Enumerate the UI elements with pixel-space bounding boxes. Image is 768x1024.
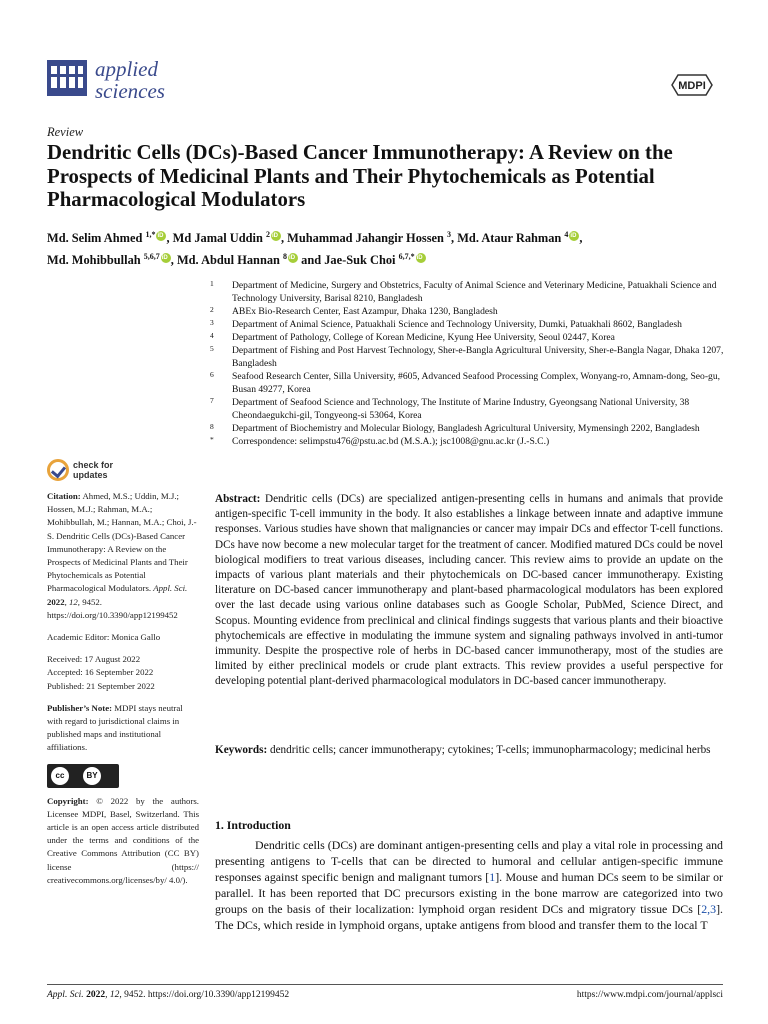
affiliation-text: Department of Medicine, Surgery and Obstetrics, Faculty of Animal Science and Veterinary Medicine, Patuakhali Science and Technology University, Barisal 8210, Bangladesh [232,280,717,304]
author-affiliation-marker: 4 [564,230,569,239]
check-updates-icon [47,459,69,481]
affiliation-number: 7 [210,396,214,405]
author-name: Md. Ataur Rahman [457,231,562,246]
affiliation-number: 6 [210,370,214,379]
cc-icon: cc [51,767,69,785]
keywords: Keywords: dendritic cells; cancer immunotherapy; cytokines; T-cells; immunopharmacology; medicinal herbs [215,744,711,756]
introduction-paragraph: Dendritic cells (DCs) are dominant antigen-presenting cells and play a vital role in processing and presenting antigens to T-cells that can be directed to humoral and cellular antigen-specific immune responses against specific benign and malignant tumors [1]. Mouse and human DCs seem to be similar or parallel. It has been reported that DC precursors existing in the bone marrow are categorized into two groups on the basis of their localization: lymphoid organ resident DCs and migratory tissue DCs [2,3]. The DCs, which reside in lymphoid organs, uptake antigens from blood and transfer them to the local T [215,838,723,933]
affiliation-item [210,318,730,331]
svg-text:MDPI: MDPI [678,80,706,92]
journal-name: applied sciences [95,57,165,103]
author-separator: , [280,231,288,246]
affiliation-item [210,344,730,370]
author-affiliation-marker: 2 [265,230,270,239]
academic-editor: Academic Editor: Monica Gallo [47,632,161,643]
author-affiliation-marker: 1,* [145,230,156,239]
affiliation-text: Department of Fishing and Post Harvest Technology, Sher-e-Bangla Agricultural University, Sher-e-Bangla Nagar, Dhaka 1207, Bangladesh [232,345,724,369]
journal-logo-icon [47,60,87,96]
author-separator: , [170,252,177,267]
author-name: Md Jamal Uddin [172,231,263,246]
author-name: Muhammad Jahangir Hossen [287,231,444,246]
author-name: Jae-Suk Choi [324,252,396,267]
orcid-icon[interactable] [416,253,426,263]
affiliation-item [210,331,730,344]
orcid-icon[interactable] [288,253,298,263]
author-affiliation-marker: 5,6,7 [143,251,160,261]
affiliation-text: Department of Biochemistry and Molecular Biology, Bangladesh Agricultural University, Mymensingh 2202, Bangladesh [232,423,700,434]
author-name: Md. Mohibbullah [47,252,141,267]
affiliation-text: Correspondence: selimpstu476@pstu.ac.bd (M.S.A.); jsc1008@gnu.ac.kr (J.-S.C.) [232,436,550,447]
affiliation-text: Department of Seafood Science and Technology, The Institute of Marine Industry, Gyeongsang National University, 38 Cheondaegukchi-gil, Tongyeong-si 53064, Korea [232,397,690,421]
footer-doi-link[interactable]: , 9452. https://doi.org/10.3390/app12199452 [119,990,290,1000]
author-name: Md. Selim Ahmed [47,231,143,246]
author-affiliation-marker: 3 [447,230,452,239]
author-name: Md. Abdul Hannan [176,252,280,267]
citation-doi-link[interactable]: , 9452. https://doi.org/10.3390/app12199452 [47,596,178,620]
copyright: Copyright: © 2022 by the authors. Licensee MDPI, Basel, Switzerland. This article is an open access article distributed under the terms and conditions of the Creative Commons Attribution (CC BY) license (https:// creativecommons.org/licenses/by/ 4.0/). [47,795,200,885]
author-separator: , [166,231,173,246]
affiliation-item [210,305,730,318]
affiliation-text: Seafood Research Center, Silla University, #605, Advanced Seafood Processing Complex, Wonyang-ro, Amnam-dong, Seo-gu, Busan 49277, Korea [232,371,721,395]
author-separator: and [298,252,325,267]
article-title: Dendritic Cells (DCs)-Based Cancer Immunotherapy: A Review on the Prospects of Medicinal Plants and Their Phytochemicals as Potential Pharmacological Modulators [47,141,673,211]
affiliation-text: Department of Pathology, College of Korean Medicine, Kyung Hee University, Seoul 02447, Korea [232,332,615,343]
section-heading: 1. Introduction [215,818,291,832]
affiliation-item [210,279,730,305]
orcid-icon[interactable] [161,253,171,263]
affiliation-number: 1 [210,279,214,288]
citation-link[interactable]: 2,3 [701,902,717,917]
citation-link[interactable]: 1 [489,870,496,885]
author-affiliation-marker: 6,7,* [398,251,415,261]
orcid-icon[interactable] [271,231,281,241]
sidebar [47,490,199,896]
affiliation-item [210,435,730,448]
affiliation-number: 3 [210,318,214,327]
affiliation-number: 4 [210,331,214,340]
citation: Citation: Ahmed, M.S.; Uddin, M.J.; Hossen, M.J.; Rahman, M.A.; Mohibbullah, M.; Hannan, M.A.; Choi, J.-S. Dendritic Cells (DCs)-Based Cancer Immunotherapy: A Review on the Prospects of Medicinal Plants and Their Phytochemicals as Potential Pharmacological Modulators. Appl. Sci. 2022, 12, 9452. https://doi.org/10.3390/app12199452 [47,491,197,620]
check-for-updates-button[interactable]: check for updates [47,459,113,481]
orcid-icon[interactable] [156,231,166,241]
by-icon: BY [83,767,101,785]
article-type: Review [47,125,84,139]
dates: Received: 17 August 2022 Accepted: 16 September 2022 Published: 21 September 2022 [47,654,155,691]
footer-journal-link[interactable]: https://www.mdpi.com/journal/applsci [576,990,723,1000]
abstract: Abstract: Dendritic cells (DCs) are specialized antigen-presenting cells in humans and animals that provide antigen-specific T-cell immunity in the body. It also establishes a linkage between innate and adaptive immune responses. Various studies have shown that malignancies or cancer may impair DCs and effector T-cell functions. DCs have now become a new molecular target for the treatment of cancer. Modified matured DCs could be novel biological modifiers to treat various diseases, including cancer. This review aims to provide an update on the impacts of various plant materials and their phytochemicals on DC-based cancer immunotherapy. Existing literature on DC-based cancer immunotherapy and plant-based pharmacological modulators has been explored over the last decade using various online databases such as Google Scholar, PubMed, Science Direct, and Scopus. Mounting evidence from preclinical and clinical findings suggests that various plants and their bioactive phytochemicals are effective in modulating the immune system and signaling pathways involved in anti-tumor immunity. Despite the prospective role of herbs in DC-based cancer immunotherapy, most of the studies are limited by either preclinical models or crude plant extracts. This review provides a useful perspective for developing potential plant-derived pharmacological modulators in DC-based cancer immunotherapy. [215,493,724,688]
affiliation-item [210,370,730,396]
affiliation-number: 2 [210,305,214,314]
publishers-note: Publisher’s Note: MDPI stays neutral with regard to jurisdictional claims in published maps and institutional affiliations. [47,702,183,753]
author-separator: , [451,231,458,246]
orcid-icon[interactable] [569,231,579,241]
affiliations [210,279,730,448]
footer-divider [47,984,723,985]
affiliation-number: 5 [210,344,214,353]
author-affiliation-marker: 8 [283,251,288,261]
affiliation-text: ABEx Bio-Research Center, East Azampur, Dhaka 1230, Bangladesh [232,306,498,317]
author-separator: , [579,231,583,246]
cc-by-license-badge[interactable] [47,764,119,788]
affiliation-number: * [210,435,214,444]
affiliation-text: Department of Animal Science, Patuakhali Science and Technology University, Dumki, Patuakhali 8602, Bangladesh [232,319,682,330]
affiliation-item [210,422,730,435]
mdpi-logo-icon [668,74,716,96]
affiliation-item [210,396,730,422]
footer-citation: Appl. Sci. 2022, 12, 9452. https://doi.org/10.3390/app12199452 [47,990,290,1000]
author-list [47,226,737,269]
affiliation-number: 8 [210,422,214,431]
